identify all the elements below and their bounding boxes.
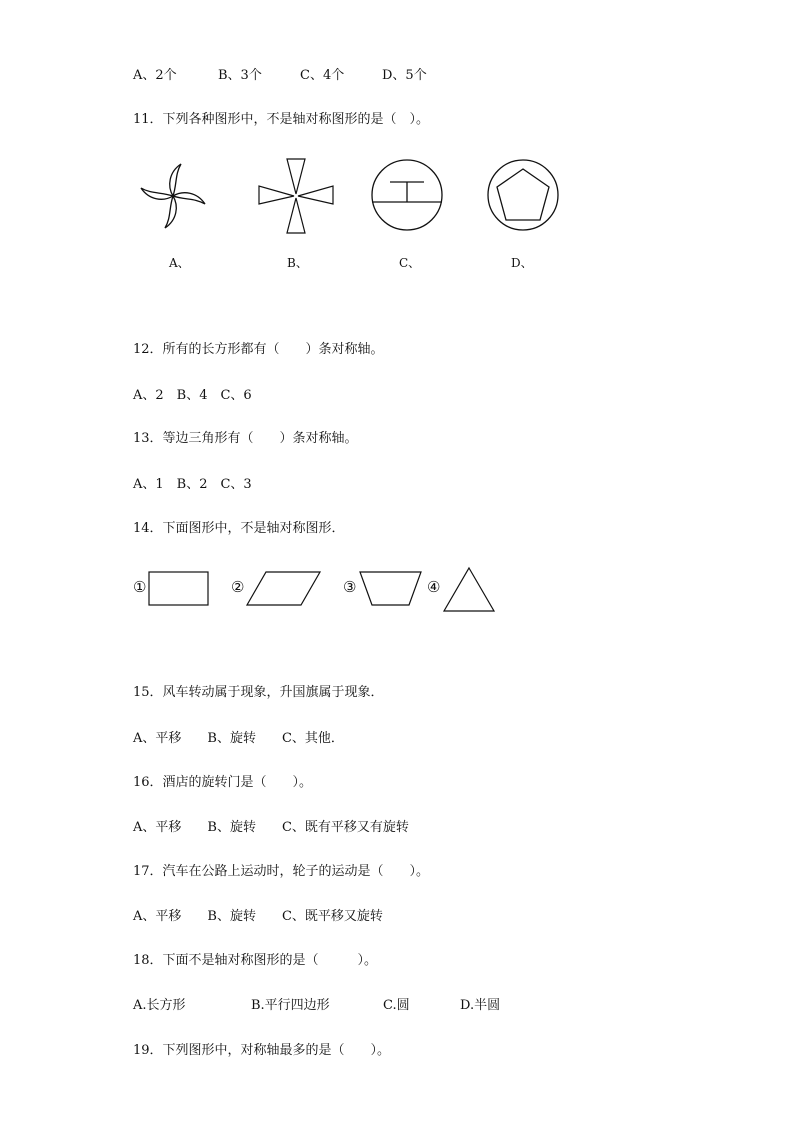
- q18-option-b: B.平行四边形: [251, 998, 330, 1013]
- q15-options: A、平移 B、旋转 C、其他．: [133, 731, 344, 746]
- q18-option-a: A.长方形: [133, 998, 186, 1013]
- question-15: 15．风车转动属于现象，升国旗属于现象．: [133, 685, 384, 700]
- q14-label-2: ②: [231, 578, 245, 596]
- q18-option-d: D.半圆: [460, 998, 501, 1013]
- q11-caption-d: D、: [511, 256, 533, 270]
- cross-triangles-icon: [257, 157, 335, 235]
- q11-caption-a: A、: [169, 256, 190, 270]
- q11-caption-c: C、: [399, 256, 421, 270]
- q14-label-4: ④: [427, 578, 441, 596]
- circle-i-icon: [370, 158, 444, 232]
- question-17: 17．汽车在公路上运动时，轮子的运动是（ ）。: [133, 864, 430, 879]
- question-18: 18．下面不是轴对称图形的是（ ）。: [133, 953, 378, 968]
- q10-option-c: C、4个: [300, 68, 345, 83]
- question-16: 16．酒店的旋转门是（ ）。: [133, 775, 313, 790]
- rectangle-icon: [148, 571, 210, 607]
- parallelogram-icon: [246, 571, 322, 607]
- q10-option-d: D、5个: [382, 68, 427, 83]
- question-14: 14．下面图形中，不是轴对称图形．: [133, 521, 345, 536]
- q17-options: A、平移 B、旋转 C、既平移又旋转: [133, 909, 383, 924]
- question-19: 19．下列图形中，对称轴最多的是（ ）。: [133, 1043, 391, 1058]
- q16-options: A、平移 B、旋转 C、既有平移又有旋转: [133, 820, 409, 835]
- question-12: 12．所有的长方形都有（ ）条对称轴。: [133, 342, 384, 357]
- q14-label-3: ③: [343, 578, 357, 596]
- question-13: 13．等边三角形有（ ）条对称轴。: [133, 431, 358, 446]
- question-11: 11．下列各种图形中，不是轴对称图形的是（ ）。: [133, 112, 430, 127]
- trapezoid-icon: [359, 571, 423, 607]
- q12-options: A、2 B、4 C、6: [133, 388, 252, 403]
- q10-option-a: A、2个: [133, 68, 177, 83]
- q13-options: A、1 B、2 C、3: [133, 477, 252, 492]
- pinwheel-icon: [135, 158, 211, 234]
- triangle-icon: [443, 567, 495, 613]
- q10-option-b: B、3个: [218, 68, 262, 83]
- q18-option-c: C.圆: [383, 998, 410, 1013]
- q14-label-1: ①: [133, 578, 147, 596]
- circle-pentagon-icon: [486, 158, 560, 232]
- q11-caption-b: B、: [287, 256, 308, 270]
